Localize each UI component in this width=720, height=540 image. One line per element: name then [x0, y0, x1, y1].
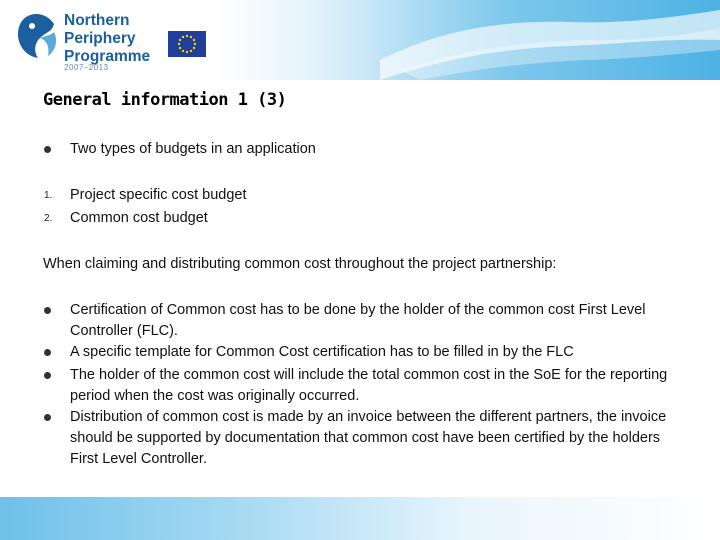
- header-banner: [0, 0, 720, 80]
- list-item: Distribution of common cost is made by an invoice between the different partners, the invoice should be supported by documentation that common cost have been certified by the holders First Level Controller.: [70, 409, 667, 467]
- list-item: A specific template for Common Cost certification has to be filled in by the FLC: [70, 344, 574, 360]
- programme-years: 2007–2013: [64, 63, 109, 72]
- bird-logo-icon: [12, 10, 60, 62]
- bullet-dot-icon: [44, 146, 51, 153]
- decorative-wave: [380, 0, 720, 80]
- list-number: 2.: [44, 213, 53, 224]
- section-text: When claiming and distributing common cost throughout the project partnership:: [43, 256, 557, 272]
- slide-title: General information 1 (3): [43, 90, 287, 110]
- bullet-dot-icon: [44, 414, 51, 421]
- numbered-item-text: Project specific cost budget: [70, 187, 247, 203]
- list-item: Certification of Common cost has to be done by the holder of the common cost First Level Controller (FLC).: [70, 302, 646, 339]
- eu-flag-icon: [168, 31, 206, 57]
- intro-bullet-text: Two types of budgets in an application: [70, 141, 316, 157]
- list-number: 1.: [44, 190, 53, 201]
- footer-band: [0, 497, 720, 540]
- numbered-item-text: Common cost budget: [70, 210, 208, 226]
- bullet-dot-icon: [44, 307, 51, 314]
- programme-logo-text: Northern Periphery Programme: [64, 12, 151, 65]
- list-item: The holder of the common cost will include the total common cost in the SoE for the reporting period when the cost was originally occurred.: [70, 367, 668, 404]
- bullet-dot-icon: [44, 349, 51, 356]
- bullet-dot-icon: [44, 372, 51, 379]
